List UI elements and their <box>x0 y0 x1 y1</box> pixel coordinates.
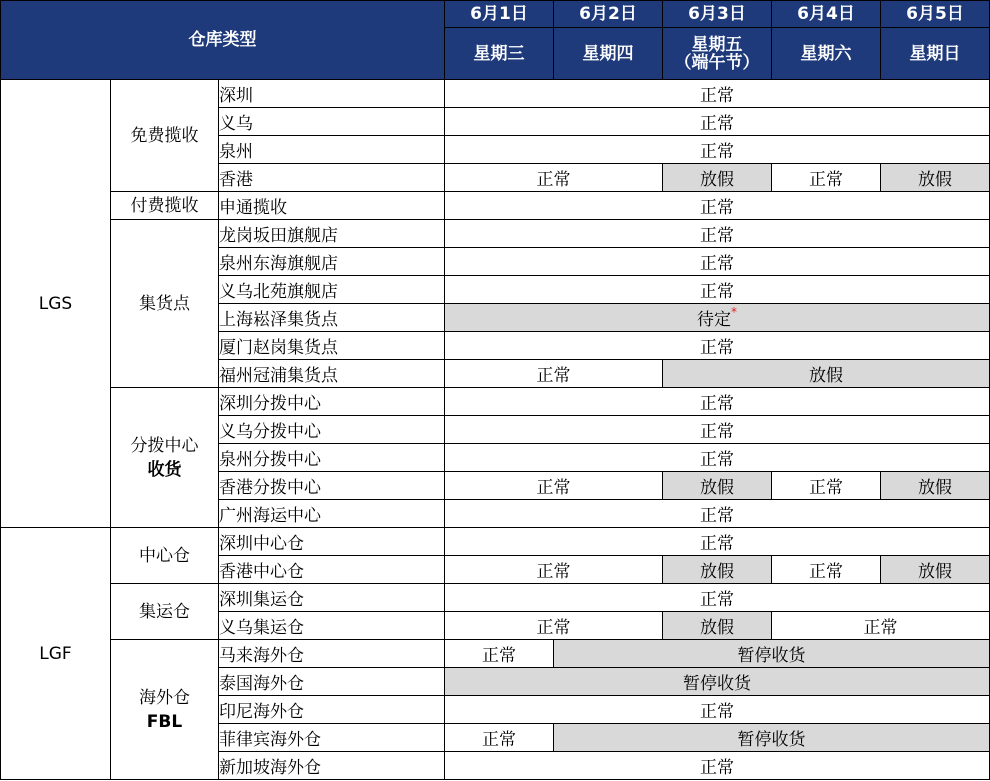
table-row <box>1 220 990 248</box>
subtype-paid-pickup: 付费揽收 <box>111 192 219 220</box>
status-cell-holiday: 放假 <box>881 472 990 500</box>
status-cell-pending <box>445 304 990 332</box>
status-cell: 正常 <box>445 528 990 556</box>
date-header: 6月5日 <box>881 1 990 28</box>
status-cell: 正常 <box>445 388 990 416</box>
subtype-sorting-center <box>111 388 219 528</box>
group-label-lgs: LGS <box>1 80 111 528</box>
weekday-label: 星期五 <box>691 34 743 55</box>
warehouse-name: 泰国海外仓 <box>219 668 445 696</box>
subtype-central-warehouse: 中心仓 <box>111 528 219 584</box>
date-header: 6月3日 <box>663 1 772 28</box>
status-cell: 正常 <box>445 584 990 612</box>
warehouse-name: 香港中心仓 <box>219 556 445 584</box>
warehouse-name: 泉州分拨中心 <box>219 444 445 472</box>
weekday-header: 星期六 <box>772 28 881 80</box>
table-row <box>1 192 990 220</box>
warehouse-name: 深圳集运仓 <box>219 584 445 612</box>
status-cell-holiday: 放假 <box>663 556 772 584</box>
warehouse-name: 菲律宾海外仓 <box>219 724 445 752</box>
subtype-consolidation-warehouse: 集运仓 <box>111 584 219 640</box>
status-cell: 正常 <box>772 612 990 640</box>
warehouse-name: 义乌北苑旗舰店 <box>219 276 445 304</box>
weekday-header: 星期三 <box>445 28 554 80</box>
warehouse-name: 香港分拨中心 <box>219 472 445 500</box>
status-cell: 正常 <box>445 164 663 192</box>
status-cell: 正常 <box>445 416 990 444</box>
status-cell: 正常 <box>445 556 663 584</box>
status-cell-suspended: 暂停收货 <box>554 724 990 752</box>
status-cell: 正常 <box>445 108 990 136</box>
status-cell-suspended: 暂停收货 <box>554 640 990 668</box>
warehouse-name: 广州海运中心 <box>219 500 445 528</box>
warehouse-type-header: 仓库类型 <box>1 1 445 80</box>
status-cell: 正常 <box>445 332 990 360</box>
warehouse-name: 深圳 <box>219 80 445 108</box>
status-cell: 正常 <box>772 164 881 192</box>
warehouse-name: 义乌 <box>219 108 445 136</box>
warehouse-name: 泉州 <box>219 136 445 164</box>
subtype-line-bold: 收货 <box>147 459 182 480</box>
date-header: 6月4日 <box>772 1 881 28</box>
table-row <box>1 388 990 416</box>
weekday-header: 星期日 <box>881 28 990 80</box>
status-cell: 正常 <box>772 472 881 500</box>
warehouse-name: 深圳中心仓 <box>219 528 445 556</box>
status-cell: 正常 <box>445 220 990 248</box>
warehouse-name: 义乌集运仓 <box>219 612 445 640</box>
status-cell: 正常 <box>445 192 990 220</box>
status-cell: 正常 <box>445 248 990 276</box>
warehouse-name: 龙岗坂田旗舰店 <box>219 220 445 248</box>
table-body <box>1 80 990 780</box>
status-cell: 正常 <box>445 80 990 108</box>
subtype-line: 分拨中心 <box>130 435 199 456</box>
table-row <box>1 528 990 556</box>
status-cell-holiday: 放假 <box>663 612 772 640</box>
table-row <box>1 80 990 108</box>
warehouse-name: 香港 <box>219 164 445 192</box>
asterisk-mark: * <box>731 305 737 319</box>
status-cell: 正常 <box>445 472 663 500</box>
holiday-note: （端午节） <box>674 52 760 73</box>
status-cell-holiday: 放假 <box>881 164 990 192</box>
status-cell-holiday: 放假 <box>881 556 990 584</box>
table-row <box>1 584 990 612</box>
status-cell: 正常 <box>445 136 990 164</box>
subtype-line: 海外仓 <box>139 687 190 708</box>
status-cell: 正常 <box>445 752 990 780</box>
warehouse-name: 福州冠浦集货点 <box>219 360 445 388</box>
warehouse-name: 义乌分拨中心 <box>219 416 445 444</box>
weekday-header-holiday <box>663 28 772 80</box>
weekday-header: 星期四 <box>554 28 663 80</box>
status-cell-holiday: 放假 <box>663 472 772 500</box>
subtype-free-pickup: 免费揽收 <box>111 80 219 192</box>
status-cell-holiday: 放假 <box>663 360 990 388</box>
date-header: 6月1日 <box>445 1 554 28</box>
status-cell: 正常 <box>445 444 990 472</box>
status-cell: 正常 <box>445 276 990 304</box>
group-label-lgf: LGF <box>1 528 111 780</box>
table-row <box>1 640 990 668</box>
warehouse-name: 马来海外仓 <box>219 640 445 668</box>
subtype-line-bold: FBL <box>146 711 183 732</box>
date-header: 6月2日 <box>554 1 663 28</box>
warehouse-name: 申通揽收 <box>219 192 445 220</box>
warehouse-name: 新加坡海外仓 <box>219 752 445 780</box>
status-cell: 正常 <box>445 612 663 640</box>
status-cell: 正常 <box>772 556 881 584</box>
status-cell: 正常 <box>445 696 990 724</box>
table-header <box>1 1 990 80</box>
status-cell-suspended: 暂停收货 <box>445 668 990 696</box>
subtype-collection-point: 集货点 <box>111 220 219 388</box>
status-cell: 正常 <box>445 500 990 528</box>
warehouse-name: 印尼海外仓 <box>219 696 445 724</box>
warehouse-name: 厦门赵岗集货点 <box>219 332 445 360</box>
status-text: 待定 <box>697 310 731 330</box>
status-cell-holiday: 放假 <box>663 164 772 192</box>
status-cell: 正常 <box>445 360 663 388</box>
status-cell: 正常 <box>445 640 554 668</box>
warehouse-name: 上海崧泽集货点 <box>219 304 445 332</box>
warehouse-name: 深圳分拨中心 <box>219 388 445 416</box>
status-cell: 正常 <box>445 724 554 752</box>
subtype-overseas-warehouse <box>111 640 219 780</box>
warehouse-name: 泉州东海旗舰店 <box>219 248 445 276</box>
